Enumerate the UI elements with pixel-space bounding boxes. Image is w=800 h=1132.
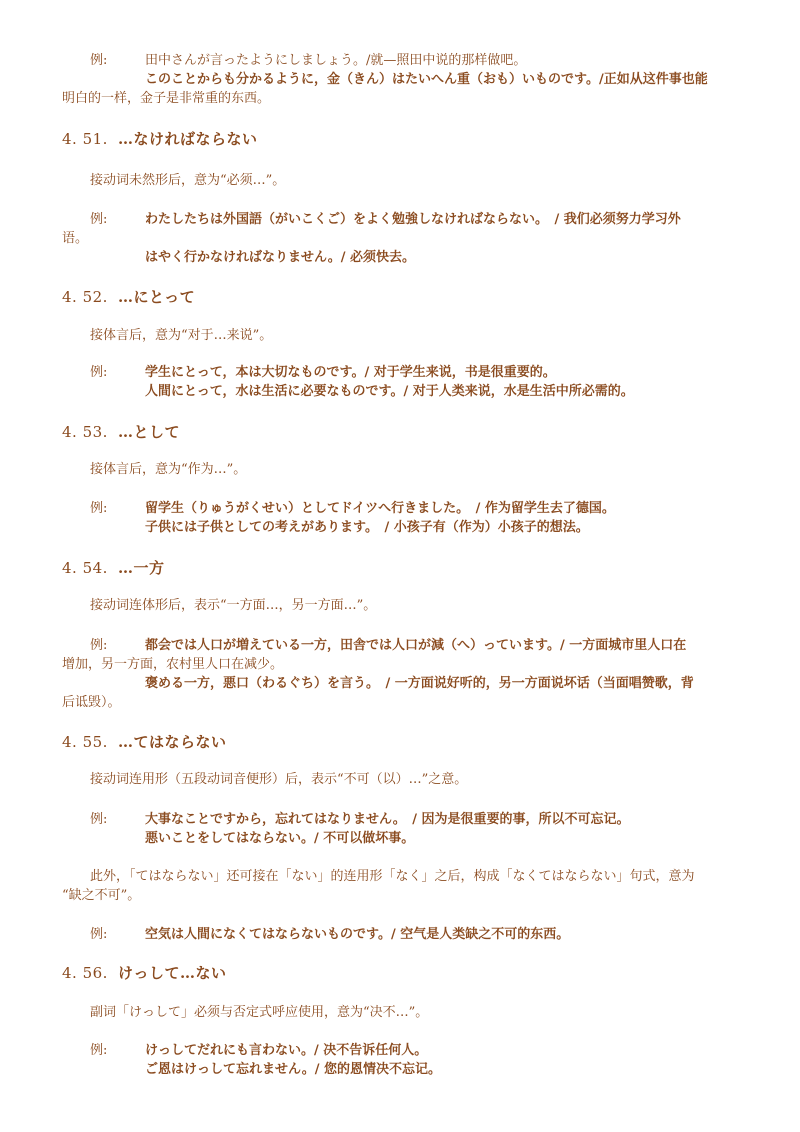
section-explanation: 接体言后，意为“对于…来说”。 [90,328,273,343]
example-text: 都会では人口が増えている一方，田舎では人口が減（へ）っています。/ 一方面城市里人口在 [145,638,687,653]
example-label: 例: [90,927,108,942]
section-title: …なければならない [117,130,258,148]
example-label: 例: [90,812,108,827]
section-explanation: 接动词连体形后，表示“一方面…，另一方面…”。 [90,598,377,613]
example-text: 明白的一样，金子是非常重的东西。 [62,91,271,106]
example-text: 后诋毁）。 [62,695,121,710]
example-text: わたしたちは外国語（がいこくご）をよく勉強しなければならない。 / 我们必须努力学习外 [145,212,681,227]
example-label: 例: [90,212,108,227]
example-label: 例: [90,53,108,68]
section-heading [62,733,226,751]
section-number: 4. 52. [62,288,108,306]
section-heading [62,423,180,441]
section-number: 4. 54. [62,559,108,577]
section-heading [62,130,257,148]
example-text: 人間にとって，水は生活に必要なものです。/ 对于人类来说，水是生活中所必需的。 [145,384,634,399]
section-number: 4. 51. [62,130,108,148]
example-label: 例: [90,1043,108,1058]
example-text: 学生にとって，本は大切なものです。/ 对于学生来说，书是很重要的。 [145,365,556,380]
section-heading [62,964,226,982]
example-text: 褒める一方，悪口（わるぐち）を言う。 / 一方面说好听的，另一方面说坏话（当面唱赞歌，背 [145,676,694,691]
example-text: ご恩はけっして忘れません。/ 您的恩情决不忘记。 [145,1062,442,1077]
example-text: 空気は人間になくてはならないものです。/ 空气是人类缺之不可的东西。 [145,927,570,942]
section-number: 4. 53. [62,423,108,441]
example-text: 留学生（りゅうがくせい）としてドイツへ行きました。 / 作为留学生去了德国。 [145,501,615,516]
section-title: けっして…ない [117,964,227,982]
section-title: …にとって [117,288,196,306]
example-text: 增加，另一方面，农村里人口在减少。 [62,657,284,672]
section-number: 4. 56. [62,964,108,982]
example-text: このことからも分かるように，金（きん）はたいへん重（おも）いものです。/正如从这件事也能 [145,72,708,87]
section-explanation: 副词「けっして」必须与否定式呼应使用，意为“决不…”。 [90,1005,429,1020]
section-explanation: 接动词未然形后，意为“必须…”。 [90,173,286,188]
example-text: 大事なことですから，忘れてはなりません。 / 因为是很重要的事，所以不可忘记。 [145,812,630,827]
example-text: 子供には子供としての考えがあります。 / 小孩子有（作为）小孩子的想法。 [145,520,589,535]
example-text: けっしてだれにも言わない。/ 决不告诉任何人。 [145,1043,428,1058]
note-text: “缺之不可”。 [62,888,141,903]
example-label: 例: [90,365,108,380]
example-label: 例: [90,638,108,653]
example-label: 例: [90,501,108,516]
section-number: 4. 55. [62,733,108,751]
section-explanation: 接动词连用形（五段动词音便形）后，表示“不可（以）…”之意。 [90,772,468,787]
section-title: …として [117,423,180,441]
section-heading [62,288,195,306]
section-title: …一方 [117,559,165,577]
example-text: 悪いことをしてはならない。/ 不可以做坏事。 [145,831,415,846]
example-text: 田中さんが言ったようにしましょう。/就—照田中说的那样做吧。 [145,53,527,68]
section-explanation: 接体言后，意为“作为…”。 [90,462,247,477]
example-text: はやく行かなければなりません。/ 必须快去。 [145,250,416,265]
section-heading [62,559,164,577]
example-text: 语。 [62,231,89,246]
note-text: 此外，「てはならない」还可接在「ない」的连用形「なく」之后，构成「なくてはならない」句式，意为 [90,869,695,884]
section-title: …てはならない [117,733,227,751]
